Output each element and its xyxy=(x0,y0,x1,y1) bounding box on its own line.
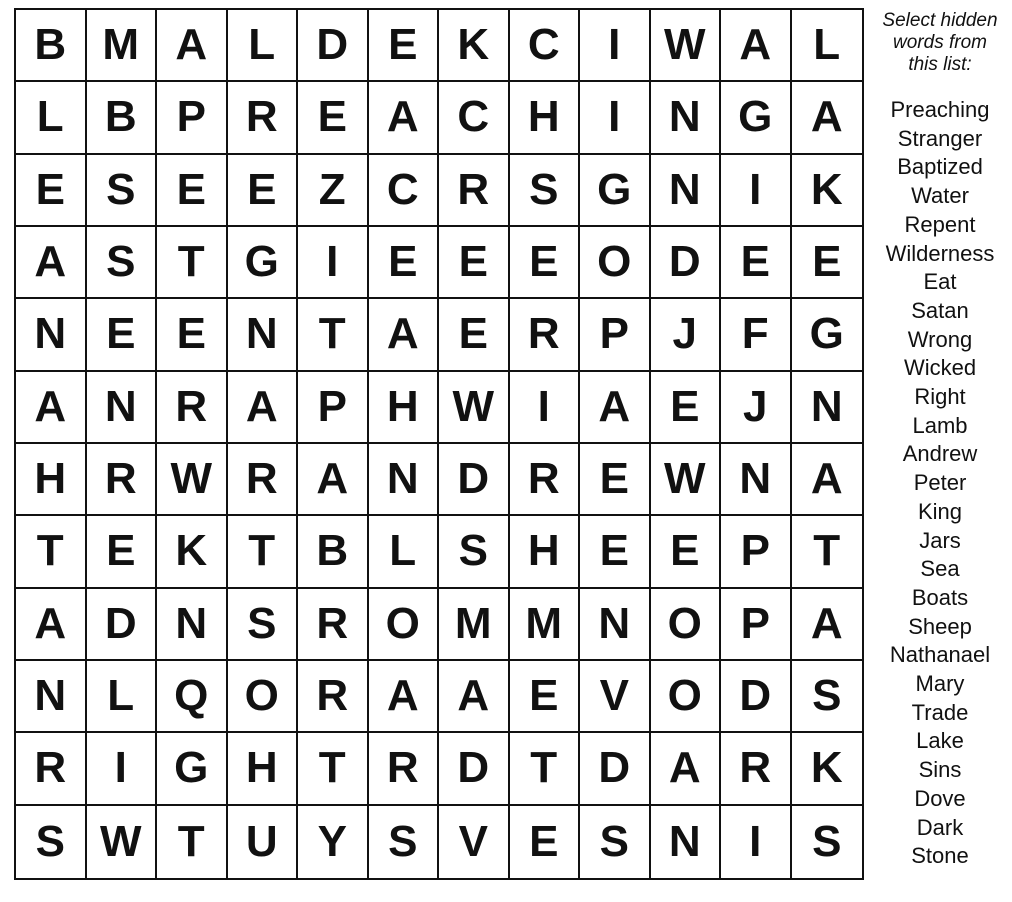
instructions-text: Select hidden words from this list: xyxy=(882,10,998,75)
grid-cell[interactable]: N xyxy=(651,82,722,154)
grid-cell[interactable]: D xyxy=(298,10,369,82)
grid-cell[interactable]: A xyxy=(157,10,228,82)
grid-cell[interactable]: E xyxy=(792,227,863,299)
grid-cell[interactable]: S xyxy=(16,806,87,878)
grid-cell[interactable]: H xyxy=(510,82,581,154)
grid-cell[interactable]: A xyxy=(792,444,863,516)
grid-cell[interactable]: H xyxy=(510,516,581,588)
word-list-item: Peter xyxy=(913,470,967,496)
grid-cell[interactable]: E xyxy=(439,227,510,299)
grid-cell[interactable]: G xyxy=(228,227,299,299)
grid-cell[interactable]: H xyxy=(16,444,87,516)
word-list xyxy=(872,96,1008,871)
grid-cell[interactable]: E xyxy=(157,155,228,227)
grid-cell[interactable]: Q xyxy=(157,661,228,733)
grid-cell[interactable]: D xyxy=(87,589,158,661)
grid-cell[interactable]: R xyxy=(87,444,158,516)
grid-cell[interactable]: T xyxy=(16,516,87,588)
grid-cell[interactable]: T xyxy=(157,806,228,878)
word-list-item: Stranger xyxy=(897,125,983,151)
grid-cell[interactable]: E xyxy=(157,299,228,371)
grid-cell[interactable]: T xyxy=(298,733,369,805)
grid-cell[interactable]: R xyxy=(298,589,369,661)
grid-cell[interactable]: H xyxy=(228,733,299,805)
word-list-item: Nathanael xyxy=(889,642,991,668)
grid-cell[interactable]: I xyxy=(87,733,158,805)
grid-cell[interactable]: V xyxy=(580,661,651,733)
grid-cell[interactable]: N xyxy=(721,444,792,516)
grid-cell[interactable]: C xyxy=(510,10,581,82)
grid-cell[interactable]: E xyxy=(228,155,299,227)
grid-cell[interactable]: J xyxy=(651,299,722,371)
word-list-item: Dove xyxy=(914,785,966,811)
grid-cell[interactable]: K xyxy=(157,516,228,588)
grid-cell[interactable]: T xyxy=(792,516,863,588)
grid-cell[interactable]: S xyxy=(228,589,299,661)
grid-cell[interactable]: O xyxy=(369,589,440,661)
grid-cell[interactable]: E xyxy=(87,299,158,371)
grid-cell[interactable]: E xyxy=(721,227,792,299)
grid-cell[interactable]: A xyxy=(16,227,87,299)
grid-cell[interactable]: K xyxy=(792,733,863,805)
letter-grid xyxy=(14,8,864,880)
grid-cell[interactable]: L xyxy=(369,516,440,588)
grid-cell[interactable]: Y xyxy=(298,806,369,878)
grid-cell[interactable]: R xyxy=(228,444,299,516)
grid-cell[interactable]: S xyxy=(439,516,510,588)
word-list-item: Eat xyxy=(923,269,957,295)
grid-cell[interactable]: E xyxy=(87,516,158,588)
grid-cell[interactable]: L xyxy=(16,82,87,154)
grid-cell[interactable]: M xyxy=(439,589,510,661)
grid-cell[interactable]: I xyxy=(721,155,792,227)
grid-cell[interactable]: K xyxy=(439,10,510,82)
word-list-item: Repent xyxy=(904,211,976,237)
grid-cell[interactable]: E xyxy=(510,806,581,878)
grid-cell[interactable]: A xyxy=(792,589,863,661)
word-list-item: Sheep xyxy=(908,613,972,639)
grid-cell[interactable]: T xyxy=(228,516,299,588)
word-list-item: Sins xyxy=(918,757,962,783)
grid-cell[interactable]: O xyxy=(651,661,722,733)
grid-cell[interactable]: N xyxy=(651,806,722,878)
word-list-item: Andrew xyxy=(902,441,978,467)
grid-cell[interactable]: W xyxy=(651,444,722,516)
grid-cell[interactable]: R xyxy=(510,444,581,516)
word-list-item: Lamb xyxy=(912,412,968,438)
grid-cell[interactable]: B xyxy=(16,10,87,82)
grid-cell[interactable]: A xyxy=(792,82,863,154)
grid-cell[interactable]: A xyxy=(298,444,369,516)
word-list-item: Wicked xyxy=(903,355,977,381)
word-list-item: Trade xyxy=(911,699,969,725)
grid-cell[interactable]: D xyxy=(721,661,792,733)
grid-cell[interactable]: E xyxy=(651,372,722,444)
grid-cell[interactable]: N xyxy=(16,299,87,371)
grid-cell[interactable]: S xyxy=(580,806,651,878)
grid-cell[interactable]: E xyxy=(580,444,651,516)
grid-cell[interactable]: N xyxy=(792,372,863,444)
grid-cell[interactable]: A xyxy=(651,733,722,805)
grid-cell[interactable]: R xyxy=(228,82,299,154)
grid-cell[interactable]: H xyxy=(369,372,440,444)
grid-cell[interactable]: P xyxy=(721,589,792,661)
grid-cell[interactable]: I xyxy=(580,82,651,154)
grid-cell[interactable]: S xyxy=(792,661,863,733)
grid-cell[interactable]: G xyxy=(792,299,863,371)
grid-cell[interactable]: T xyxy=(510,733,581,805)
grid-cell[interactable]: L xyxy=(228,10,299,82)
word-list-item: Boats xyxy=(911,584,969,610)
grid-cell[interactable]: R xyxy=(439,155,510,227)
grid-cell[interactable]: E xyxy=(580,516,651,588)
grid-cell[interactable]: L xyxy=(792,10,863,82)
grid-cell[interactable]: G xyxy=(580,155,651,227)
word-list-item: Wilderness xyxy=(885,240,995,266)
grid-cell[interactable]: W xyxy=(439,372,510,444)
grid-cell[interactable]: P xyxy=(298,372,369,444)
grid-cell[interactable]: R xyxy=(721,733,792,805)
grid-cell[interactable]: I xyxy=(510,372,581,444)
grid-cell[interactable]: E xyxy=(439,299,510,371)
grid-cell[interactable]: N xyxy=(16,661,87,733)
grid-cell[interactable]: R xyxy=(510,299,581,371)
grid-cell[interactable]: J xyxy=(721,372,792,444)
grid-cell[interactable]: A xyxy=(369,82,440,154)
grid-cell[interactable]: R xyxy=(298,661,369,733)
grid-cell[interactable]: E xyxy=(16,155,87,227)
grid-cell[interactable]: T xyxy=(298,299,369,371)
word-list-item: Preaching xyxy=(890,97,990,122)
word-list-item: Wrong xyxy=(907,326,973,352)
word-list-item: Dark xyxy=(916,814,964,840)
grid-cell[interactable]: D xyxy=(439,733,510,805)
grid-cell[interactable]: O xyxy=(580,227,651,299)
grid-cell[interactable]: V xyxy=(439,806,510,878)
word-list-item: Jars xyxy=(919,527,961,553)
grid-cell[interactable]: D xyxy=(580,733,651,805)
word-list-item: Satan xyxy=(911,297,969,323)
grid-cell[interactable]: N xyxy=(651,155,722,227)
grid-cell[interactable]: D xyxy=(651,227,722,299)
grid-cell[interactable]: N xyxy=(87,372,158,444)
grid-cell[interactable]: E xyxy=(510,227,581,299)
grid-cell[interactable]: A xyxy=(16,372,87,444)
grid-cell[interactable]: P xyxy=(157,82,228,154)
grid-cell[interactable]: Z xyxy=(298,155,369,227)
grid-cell[interactable]: G xyxy=(721,82,792,154)
grid-cell[interactable]: N xyxy=(580,589,651,661)
grid-cell[interactable]: S xyxy=(369,806,440,878)
grid-cell[interactable]: M xyxy=(510,589,581,661)
grid-cell[interactable]: N xyxy=(228,299,299,371)
grid-cell[interactable]: S xyxy=(510,155,581,227)
grid-cell[interactable]: T xyxy=(157,227,228,299)
grid-cell[interactable]: E xyxy=(369,10,440,82)
word-list-item: Right xyxy=(914,384,966,410)
grid-cell[interactable]: B xyxy=(298,516,369,588)
grid-cell[interactable]: K xyxy=(792,155,863,227)
grid-cell[interactable]: A xyxy=(580,372,651,444)
grid-cell[interactable]: R xyxy=(16,733,87,805)
grid-cell[interactable]: L xyxy=(87,661,158,733)
grid-cell[interactable]: I xyxy=(580,10,651,82)
word-list-item: Sea xyxy=(920,556,960,582)
grid-cell[interactable]: N xyxy=(157,589,228,661)
word-list-item: Baptized xyxy=(897,154,983,180)
grid-cell[interactable]: W xyxy=(87,806,158,878)
grid-cell[interactable]: E xyxy=(298,82,369,154)
word-list-panel xyxy=(872,10,1008,871)
grid-cell[interactable]: A xyxy=(369,661,440,733)
grid-cell[interactable]: A xyxy=(228,372,299,444)
grid-cell[interactable]: E xyxy=(651,516,722,588)
grid-cell[interactable]: W xyxy=(651,10,722,82)
word-list-item: Lake xyxy=(916,728,964,754)
grid-cell[interactable]: W xyxy=(157,444,228,516)
grid-cell[interactable]: P xyxy=(721,516,792,588)
grid-cell[interactable]: O xyxy=(651,589,722,661)
grid-cell[interactable]: R xyxy=(369,733,440,805)
grid-cell[interactable]: D xyxy=(439,444,510,516)
grid-cell[interactable]: A xyxy=(16,589,87,661)
word-list-item: King xyxy=(917,498,963,524)
grid-cell[interactable]: N xyxy=(369,444,440,516)
grid-cell[interactable]: S xyxy=(812,816,842,866)
grid-cell[interactable]: O xyxy=(228,661,299,733)
grid-cell[interactable]: A xyxy=(369,299,440,371)
grid-cell[interactable]: S xyxy=(87,155,158,227)
grid-cell[interactable]: C xyxy=(439,82,510,154)
grid-cell[interactable]: U xyxy=(228,806,299,878)
grid-cell[interactable]: M xyxy=(87,10,158,82)
word-list-item: Water xyxy=(911,183,969,209)
grid-cell[interactable]: I xyxy=(721,806,792,878)
grid-cell[interactable]: A xyxy=(439,661,510,733)
grid-cell[interactable]: C xyxy=(369,155,440,227)
word-list-item: Stone xyxy=(911,843,969,869)
word-list-item: Mary xyxy=(915,671,965,697)
grid-cell[interactable]: E xyxy=(510,661,581,733)
grid-cell[interactable]: I xyxy=(298,227,369,299)
grid-cell[interactable]: F xyxy=(721,299,792,371)
grid-cell[interactable]: G xyxy=(157,733,228,805)
grid-cell[interactable]: A xyxy=(721,10,792,82)
grid-cell[interactable]: B xyxy=(87,82,158,154)
grid-cell[interactable]: E xyxy=(369,227,440,299)
grid-cell[interactable]: P xyxy=(580,299,651,371)
grid-cell[interactable]: S xyxy=(87,227,158,299)
grid-cell[interactable]: R xyxy=(157,372,228,444)
